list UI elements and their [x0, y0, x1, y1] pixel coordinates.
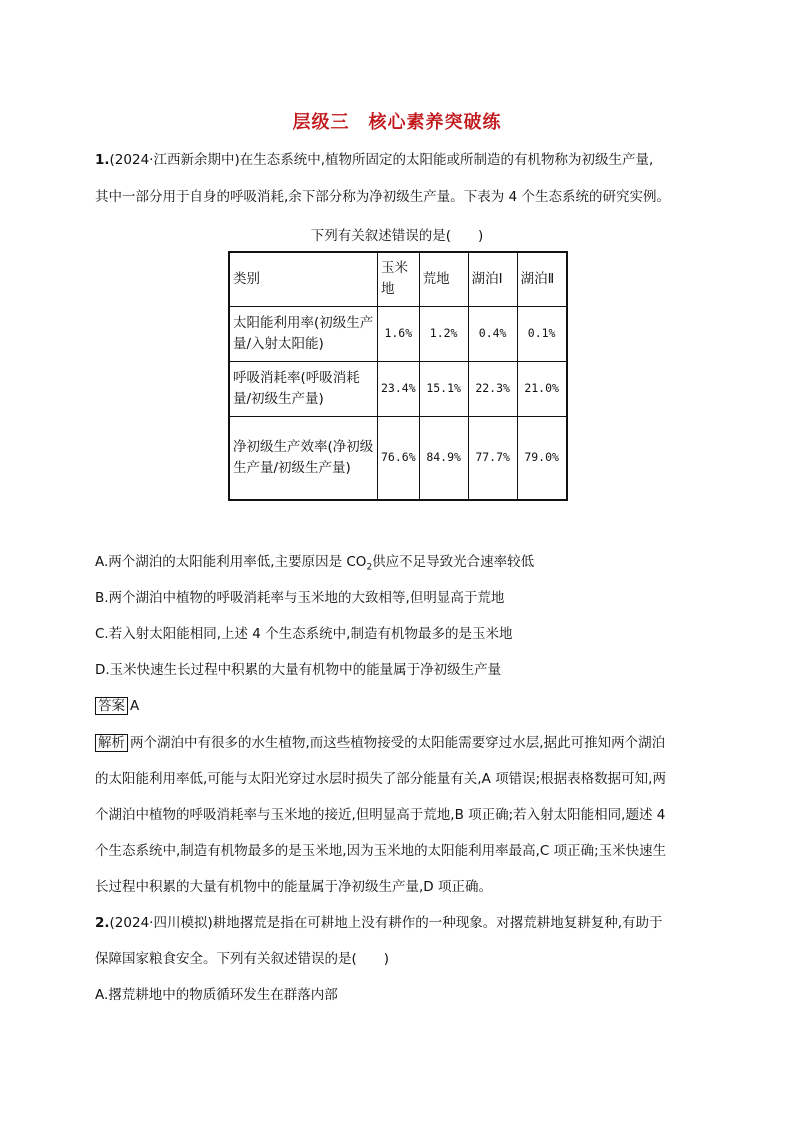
table-row — [229, 361, 567, 416]
row-label: 太阳能利用率(初级生产量/入射太阳能) — [229, 306, 378, 361]
q2-stem-line-2: 保障国家粮食安全。下列有关叙述错误的是( ) — [95, 951, 390, 967]
option-a-text: A.两个湖泊的太阳能利用率低,主要原因是 CO — [95, 554, 367, 570]
q1-stem-line-1 — [95, 150, 653, 170]
table-cell: 84.9% — [419, 416, 468, 500]
header-cell-wasteland: 荒地 — [419, 252, 468, 306]
analysis-tag: 解析 — [95, 734, 128, 752]
table-cell: 23.4% — [378, 361, 420, 416]
q1-option-b: B.两个湖泊中植物的呼吸消耗率与玉米地的大致相等,但明显高于荒地 — [95, 590, 505, 606]
header-cell-category: 类别 — [229, 252, 378, 306]
q1-option-d: D.玉米快速生长过程中积累的大量有机物中的能量属于净初级生产量 — [95, 662, 502, 678]
answer-tag: 答案 — [95, 697, 128, 715]
q2-stem-text-1: (2024·四川模拟)耕地撂荒是指在可耕地上没有耕作的一种现象。对撂荒耕地复耕复种,有助于 — [109, 915, 663, 931]
q1-number: 1. — [95, 152, 110, 168]
q2-number: 2. — [95, 915, 110, 931]
header-cell-corn: 玉米地 — [378, 252, 420, 306]
q1-option-a — [95, 552, 534, 578]
header-cell-lake-1: 湖泊Ⅰ — [468, 252, 517, 306]
table-cell: 1.2% — [419, 306, 468, 361]
analysis-text: 两个湖泊中有很多的水生植物,而这些植物接受的太阳能需要穿过水层,据此可推知两个湖泊 — [130, 735, 666, 751]
q2-stem-line-1 — [95, 913, 663, 933]
q1-analysis-line-1 — [95, 733, 665, 753]
table-row — [229, 306, 567, 361]
table-header-row — [229, 252, 567, 306]
q1-analysis-line-3: 个湖泊中植物的呼吸消耗率与玉米地的接近,但明显高于荒地,B 项正确;若入射太阳能相同,题述 4 — [95, 807, 666, 823]
q1-analysis-line-4: 个生态系统中,制造有机物最多的是玉米地,因为玉米地的太阳能利用率最高,C 项正确;玉米快速生 — [95, 843, 667, 859]
table-cell: 0.1% — [517, 306, 567, 361]
option-a-text-end: 供应不足导致光合速率较低 — [372, 554, 535, 570]
q1-analysis-line-5: 长过程中积累的大量有机物中的能量属于净初级生产量,D 项正确。 — [95, 879, 492, 895]
table-cell: 77.7% — [468, 416, 517, 500]
table-cell: 1.6% — [378, 306, 420, 361]
q1-stem-line-2: 其中一部分用于自身的呼吸消耗,余下部分称为净初级生产量。下表为 4 个生态系统的研究实例。 — [95, 189, 670, 205]
q2-option-a: A.撂荒耕地中的物质循环发生在群落内部 — [95, 987, 338, 1003]
row-label: 呼吸消耗率(呼吸消耗量/初级生产量) — [229, 361, 378, 416]
table-cell: 22.3% — [468, 361, 517, 416]
co2-subscript: 2 — [366, 562, 373, 573]
q1-stem-text-1: (2024·江西新余期中)在生态系统中,植物所固定的太阳能或所制造的有机物称为初级生产量, — [109, 152, 654, 168]
q1-analysis-line-2: 的太阳能利用率低,可能与太阳光穿过水层时损失了部分能量有关,A 项错误;根据表格数据可知,两 — [95, 771, 666, 787]
q1-answer — [95, 696, 139, 716]
row-label: 净初级生产效率(净初级生产量/初级生产量) — [229, 416, 378, 500]
q1-option-c: C.若入射太阳能相同,上述 4 个生态系统中,制造有机物最多的是玉米地 — [95, 626, 513, 642]
q1-table-caption: 下列有关叙述错误的是( ) — [310, 228, 484, 244]
section-title: 层级三 核心素养突破练 — [292, 112, 502, 133]
table-row — [229, 416, 567, 500]
table-cell: 0.4% — [468, 306, 517, 361]
table-cell: 21.0% — [517, 361, 567, 416]
table-cell: 15.1% — [419, 361, 468, 416]
table-cell: 79.0% — [517, 416, 567, 500]
data-table — [228, 251, 568, 501]
answer-value: A — [130, 698, 140, 714]
header-cell-lake-2: 湖泊Ⅱ — [517, 252, 567, 306]
table-cell: 76.6% — [378, 416, 420, 500]
